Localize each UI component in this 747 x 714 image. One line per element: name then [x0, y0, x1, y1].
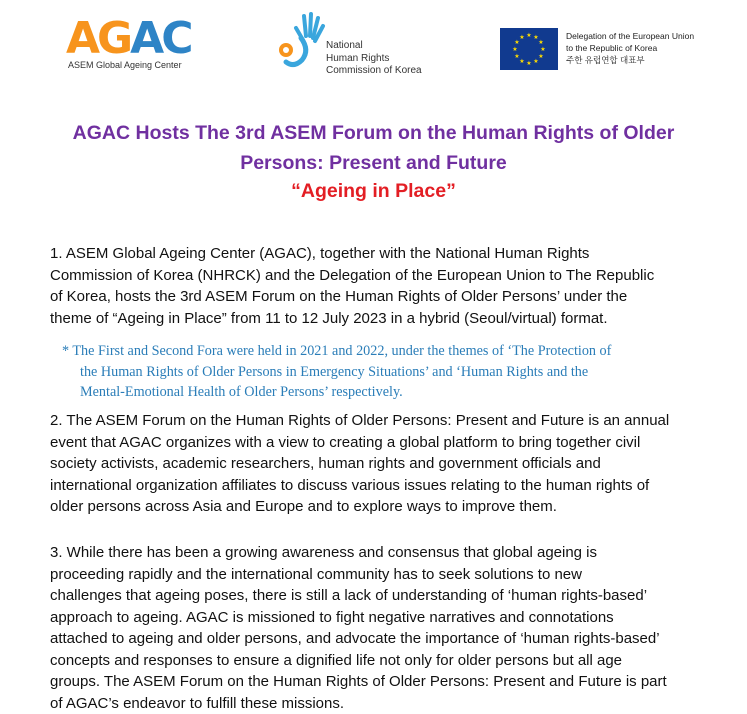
eu-delegation-logo	[500, 28, 720, 78]
svg-text:★: ★	[514, 39, 520, 46]
eu-logo-text: Delegation of the European Union to the Republic of Korea 주한 유럽연합 대표부	[566, 31, 695, 65]
agac-logo	[52, 14, 202, 84]
svg-text:★: ★	[538, 39, 544, 46]
nhrck-logo-text: National Human Rights Commission of Korea	[326, 40, 422, 76]
paragraph-1: 1. ASEM Global Ageing Center (AGAC), together with the National Human Rights Commission of Korea (NHRCK) and the Delegation of the European Union to The Republic of Korea, hosts the 3rd ASEM Forum on the Human Rights of Older Persons’ under the theme of “Ageing in Place” from 11 to 12 July 2023 in a hybrid (Seoul/virtual) format.	[50, 245, 655, 327]
svg-text:★: ★	[519, 34, 525, 41]
paragraph-2: 2. The ASEM Forum on the Human Rights of Older Persons: Present and Future is an annual event that AGAC organizes with a view to creating a global platform to bring together civil society activists, academic researchers, human rights and government officials and international organization affiliates to discuss various issues relating to the human rights of older persons across Asia and Europe and to explore ways to improve them.	[50, 412, 670, 515]
page-subtitle: “Ageing in Place”	[291, 180, 456, 202]
agac-wordmark: AGAC	[66, 13, 191, 64]
svg-text:★: ★	[540, 46, 546, 53]
logo-bar	[0, 0, 747, 100]
agac-logo-subtitle: ASEM Global Ageing Center	[68, 60, 182, 70]
page-title: AGAC Hosts The 3rd ASEM Forum on the Human Rights of Older Persons: Present and Future	[72, 122, 675, 174]
svg-text:★: ★	[519, 58, 525, 65]
svg-text:★: ★	[512, 46, 518, 53]
hand-icon	[276, 10, 326, 72]
eu-flag-icon	[500, 28, 558, 70]
svg-text:★: ★	[533, 34, 539, 41]
svg-text:★: ★	[538, 53, 544, 60]
nhrck-logo	[276, 10, 446, 90]
svg-text:★: ★	[526, 32, 532, 39]
svg-text:★: ★	[514, 53, 520, 60]
paragraph-3: 3. While there has been a growing awareness and consensus that global ageing is proceeding rapidly and the international community has to seek solutions to new challenges that ageing poses, there is still a lack of understanding of ‘human rights-based’ approach to ageing. AGAC is missioned to fight negative narratives and connotations attached to ageing and older persons, and advocate the importance of ‘human rights-based’ concepts and responses to ensure a dignified life not only for older persons but all age groups. The ASEM Forum on the Human Rights of Older Persons: Present and Future is part of AGAC’s endeavor to fulfill these missions.	[50, 544, 667, 712]
svg-text:★: ★	[533, 58, 539, 65]
svg-text:★: ★	[526, 60, 532, 67]
footnote: * The First and Second Fora were held in 2021 and 2022, under the themes of ‘The Protection of the Human Rights of Older Persons in Emergency Situations’ and ‘Human Rights and the Mental-Emotional Health of Older Persons’ respectively.	[62, 343, 612, 400]
